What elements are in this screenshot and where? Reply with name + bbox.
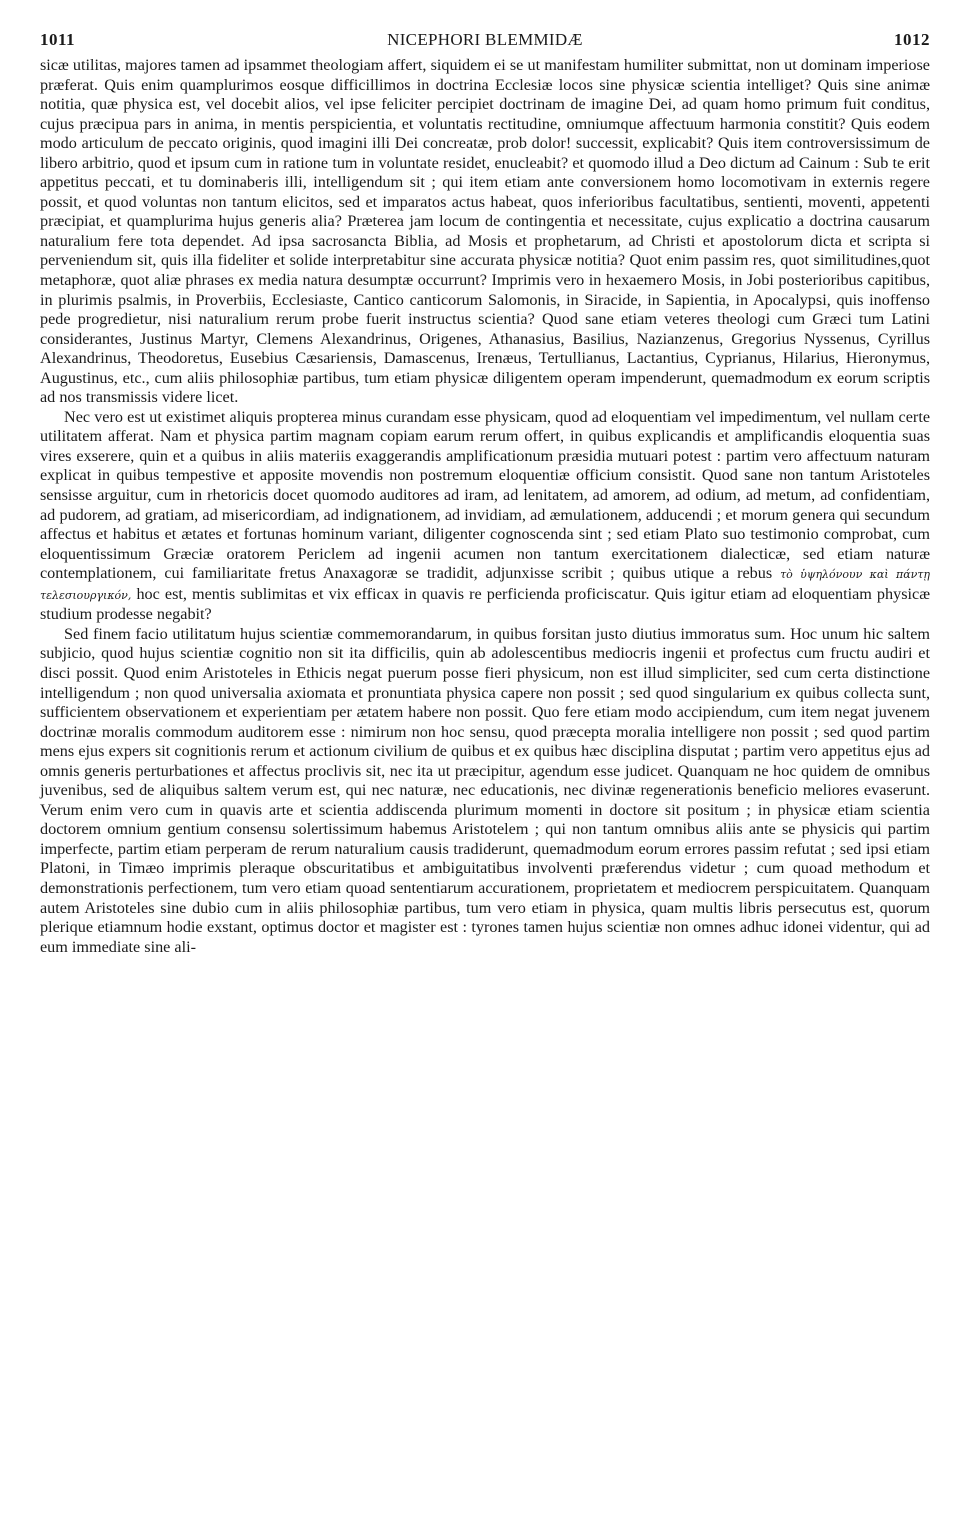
paragraph-2-text-b: hoc est, mentis sublimitas et vix efficax in quavis re perficienda proficiscatur. Quis igitur etiam ad eloquentiam physicæ studium prodesse negabit? (40, 584, 930, 624)
greek-quotation: τὸ ὑψηλόνουν καὶ πάντῃ τελεσιουργικόν, (40, 568, 931, 602)
paragraph-3: Sed finem facio utilitatum hujus scientiæ commemorandarum, in quibus forsitan justo diutius immoratus sum. Hoc unum hic saltem subjicio, quod hujus scientiæ cognitio non sit ita difficilis, quin ab adolescentibus mediocris ingenii et profectus cum fructu audiri et disci possit. Quod enim Aristoteles in Ethicis negat puerum posse fieri physicum, non est illud simpliciter, sed cum certa distinctione intelligendum ; non quod universalia axiomata et pronuntiata physica capere non possit ; sed quod singularium ex quibus collecta sunt, sufficientem observationem et experientiam per ætatem habere non possit. Quo fere etiam modo accipiendum, cum item negat juvenem doctrinæ moralis commodum auditorem esse : nimirum non hoc sensu, quod præcepta moralia intelligere non possit ; sed quod partim mens ejus expers sit cognitionis rerum et actionum civilium de quibus et ex quibus hæc disciplina disputat ; partim vero appetitus ejus ad omnis generis perturbationes et affectus proclivis sit, nec ita ut præcipitur, agendum esse judicet. Quanquam ne hoc quidem de omnibus juvenibus, sed de aliquibus saltem verum est, qui nec naturæ, nec educationis, nec divinæ regenerationis beneficio meliores evaserunt. Verum enim vero cum in quavis arte et scientia addiscenda plurimum momenti in doctore sit positum ; in physicæ etiam scientia doctorem omnium gentium consensu solertissimum habemus Aristotelem ; qui non tantum omnibus aliis ante se physicis qui partim imperfecte, partim etiam perperam de rerum naturalium causis tradiderunt, quemadmodum eorum errores passim refutat ; sed ipsi etiam Platoni, in Timæo imprimis pleraque obscuritatibus et ambiguitatibus involventi præferendus videtur ; cum quoad methodum et demonstrationis perfectionem, tum vero etiam quoad sententiarum accurationem, proprietatem et mediocrem perspicuitatem. Quanquam autem Aristoteles sine dubio cum in aliis philosophiæ partibus, tum vero etiam in physica, quam multis libris persecutus est, quorum plerique etiamnum hodie exstant, optimus doctor et magister est : tyrones tamen hujus scientiæ non omnes adhuc idonei videntur, qui ad eum immediate sine ali- (40, 624, 930, 956)
running-header (40, 30, 930, 56)
running-title: NICEPHORI BLEMMIDÆ (387, 30, 583, 49)
document-page (40, 30, 930, 957)
body-text (40, 56, 930, 957)
paragraph-2 (40, 408, 930, 625)
paragraph-1: sicæ utilitas, majores tamen ad ipsammet theologiam affert, siquidem ei se ut manifestam humiliter submittat, non ut dominam imperiose præferat. Quis enim quamplurimos eosque difficillimos in doctrina Ecclesiæ locos sine physicæ scientia intelliget? Quis sine animæ notitia, quæ physica est, vel docebit alios, vel ipse feliciter percipiet doctrinam de imagine Dei, ad quam homo primum fuit conditus, cujus præcipua pars in anima, in mentis perspicientia, et voluntatis rectitudine, omniumque affectuum harmonia constitit? Quis eodem modo articulum de peccato originis, quod imagini illi Dei concreatæ, prob dolor! successit, explicabit? Quis item controversissimum de libero arbitrio, quod et ipsum cum in ratione tum in voluntate residet, enucleabit? et quomodo illud a Deo dictum ad Cainum : Sub te erit appetitus peccati, et tu dominaberis illi, intelligendum sit ; qui item etiam ante conversionem homo locomotivam in externis regere possit, et quod voluntas non tantum elicitos, sed et imparatos actus habeat, quos inferioribus facultatibus, sentienti, moventi, appetenti præcipiat, et quamplurima hujus generis alia? Præterea jam locum de contingentia et necessitate, cujus explicatio a doctrina causarum naturalium fere tota dependet. Ad ipsa sacrosancta Biblia, ad Mosis et prophetarum, ad Christi et apostolorum dicta et scripta si perveniendum sit, quis illa fideliter et solide interpretabitur sine accurata physicæ notitia? Quot enim passim res, quot similitudines,quot metaphoræ, quot aliæ phrases ex media natura desumptæ occurrunt? Imprimis vero in hexaemero Mosis, in Jobi posterioribus capitibus, in plurimis psalmis, in Proverbiis, Ecclesiaste, Cantico canticorum Salomonis, in Siracide, in Sapientia, in Apocalypsi, quis inoffenso pede progredietur, nisi naturalium rerum probe fuerit instructus scientia? Quod sane etiam veteres theologi cum Græci tum Latini considerantes, Justinus Martyr, Clemens Alexandrinus, Origenes, Athanasius, Basilius, Nazianzenus, Gregorius Nyssenus, Cyrillus Alexandrinus, Theodoretus, Eusebius Cæsariensis, Damascenus, Irenæus, Tertullianus, Lactantius, Cyprianus, Hilarius, Hieronymus, Augustinus, etc., cum aliis philosophiæ partibus, tum etiam physicæ diligentem operam impenderunt, quemadmodum ex eorum scriptis ad nos transmissis videre licet. (40, 56, 930, 407)
page-number-right: 1012 (894, 30, 930, 49)
page-number-left: 1011 (40, 30, 76, 49)
paragraph-2-text-a: Nec vero est ut existimet aliquis propterea minus curandam esse physicam, quod ad eloquentiam vel impedimentum, vel nullam certe utilitatem afferat. Nam et physica partim magnam copiam earum rerum offert, in quibus explicandis et amplificandis eloquentia suas vires exserere, quin et a quibus in aliis materiis exaggerandis amplificationum præsidia mutuari potest : partim vero affectuum naturam explicat in quibus tempestive et apposite movendis non postremum eloquentiæ officium consistit. Quod sane non tantum Aristoteles sensisse arguitur, cum in rhetoricis docet quomodo auditores ad iram, ad lenitatem, ad amorem, ad odium, ad metum, ad confidentiam, ad pudorem, ad gratiam, ad misericordiam, ad indignationem, ad invidiam, ad æmulationem, adducendi ; et morum genera qui secundum affectus et habitus et ætates et fortunas hominum variant, diligenter cognoscenda sint ; sed etiam Plato suo testimonio comprobat, cum eloquentissimum Græciæ oratorem Periclem ad ingenii acumen non tantum exercitationem dialecticæ, sed etiam naturæ contemplationem, cui familiaritate fretus Anaxagoræ se tradidit, adjunxisse scribit ; quibus utique a rebus (40, 407, 930, 583)
